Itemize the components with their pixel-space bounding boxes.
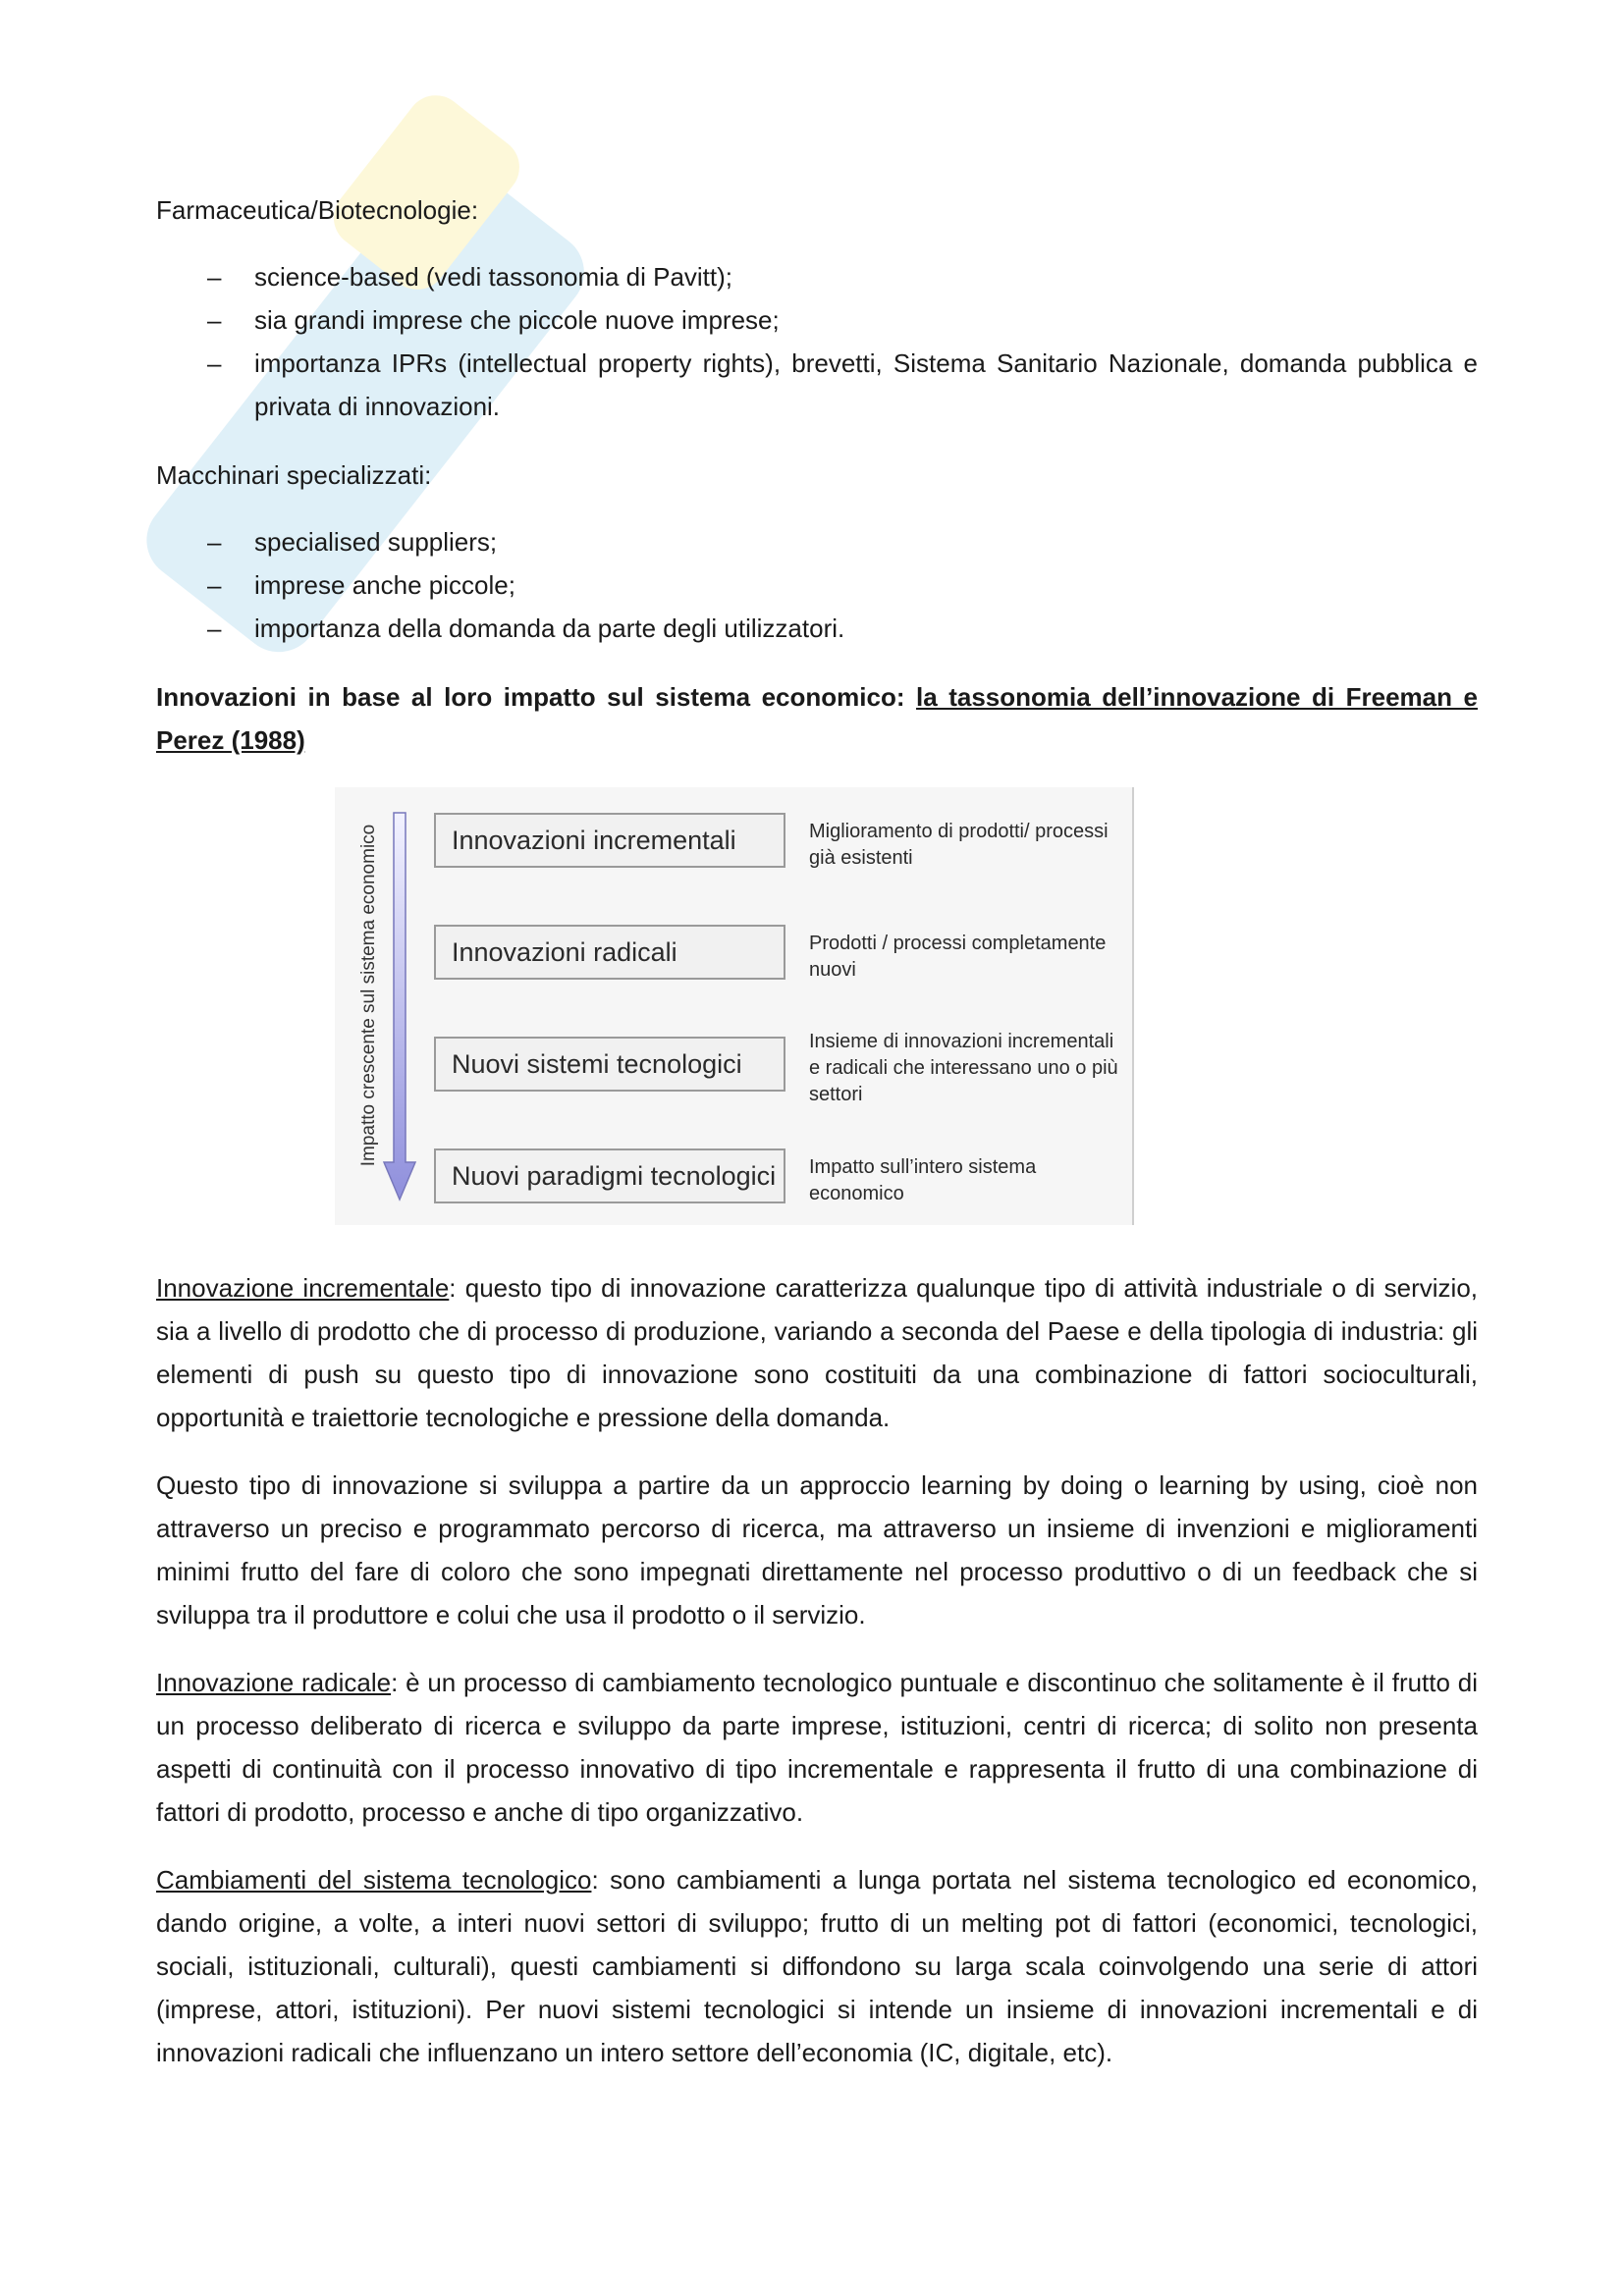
list-item: – importanza della domanda da parte degli utilizzatori.: [156, 607, 1478, 650]
dash-bullet: –: [207, 348, 222, 378]
term-innovazione-radicale: Innovazione radicale: [156, 1668, 392, 1697]
heading-underlined-title: la tassonomia dell’innovazione di Freeman e Perez (1988): [156, 682, 1478, 755]
dash-bullet: –: [207, 305, 222, 335]
term-innovazione-incrementale: Innovazione incrementale: [156, 1273, 450, 1303]
list-item: – sia grandi imprese che piccole nuove imprese;: [156, 298, 1478, 342]
paragraph-radical: Innovazione radicale: è un processo di cambiamento tecnologico puntuale e discontinuo che solitamente è il frutto di un processo deliberato di ricerca e sviluppo da parte imprese, istituzioni, centri di ricerca; di solito non presenta aspetti di continuità con il processo innovativo di tipo incrementale e rappresenta il frutto di una combinazione di fattori di prodotto, processo e anche di tipo organizzativo.: [156, 1668, 1478, 1827]
desc-innovazioni-radicali: Prodotti / processi completamente nuovi: [809, 933, 1107, 981]
dash-bullet: –: [207, 614, 222, 643]
term-cambiamenti-sistema: Cambiamenti del sistema tecnologico: [156, 1865, 592, 1895]
dash-bullet: –: [207, 262, 222, 292]
box-innovazioni-incrementali: Innovazioni incrementali: [434, 813, 785, 868]
paragraph-learning: Questo tipo di innovazione si sviluppa a partire da un approccio learning by doing o learning by using, cioè non attraverso un preciso e programmato percorso di ricerca, ma attraverso un insieme di invenzioni e miglioramenti minimi frutto del fare di coloro che sono impegnati direttamente nel processo produttivo o di un feedback che si sviluppa tra il produttore e colui che usa il prodotto o il servizio.: [156, 1470, 1478, 1629]
paragraph-incremental: Innovazione incrementale: questo tipo di innovazione caratterizza qualunque tipo di attività industriale o di servizio, sia a livello di prodotto che di processo di produzione, variando a seconda del Paese e della tipologia di industria: gli elementi di push su questo tipo di innovazione sono costituiti da una combinazione di fattori socioculturali, opportunità e traiettorie tecnologiche e pressione della domanda.: [156, 1273, 1479, 1432]
box-nuovi-paradigmi-tecnologici: Nuovi paradigmi tecnologici: [434, 1148, 785, 1203]
page-content: [156, 188, 1478, 2099]
section-title-pharma: Farmaceutica/Biotecnologie:: [156, 195, 479, 225]
list-item: – specialised suppliers;: [156, 520, 1478, 563]
machinery-bullet-list: [156, 520, 1478, 650]
pharma-bullet-list: [156, 255, 1478, 428]
desc-innovazioni-incrementali: Miglioramento di prodotti/ processi già esistenti: [809, 821, 1109, 869]
desc-nuovi-paradigmi-tecnologici: Impatto sull’intero sistema economico: [809, 1156, 1037, 1204]
paragraph-tech-system: Cambiamenti del sistema tecnologico: sono cambiamenti a lunga portata nel sistema tecnologico ed economico, dando origine, a volte, a interi nuovi settori di sviluppo; frutto di un melting pot di fattori (economici, tecnologici, sociali, istituzionali, culturali), questi cambiamenti si diffondono su larga scala coinvolgendo una serie di attori (imprese, attori, istituzioni). Per nuovi sistemi tecnologici si intende un insieme di innovazioni incrementali e di innovazioni radicali che influenzano un intero settore dell’economia (IC, digitale, etc).: [156, 1865, 1478, 2067]
freeman-perez-heading: Innovazioni in base al loro impatto sul sistema economico: la tassonomia dell’innovazione di Freeman e Perez (1988): [156, 682, 1478, 755]
section-title-machinery: Macchinari specializzati:: [156, 460, 432, 490]
box-nuovi-sistemi-tecnologici: Nuovi sistemi tecnologici: [434, 1037, 785, 1092]
dash-bullet: –: [207, 527, 222, 557]
taxonomy-diagram: [335, 787, 1134, 1225]
list-item: – importanza IPRs (intellectual property rights), brevetti, Sistema Sanitario Nazionale, domanda pubblica e privata di innovazioni.: [156, 342, 1478, 428]
list-item: – imprese anche piccole;: [156, 563, 1478, 607]
box-innovazioni-radicali: Innovazioni radicali: [434, 925, 785, 980]
axis-label: Impatto crescente sul sistema economico: [358, 824, 379, 1167]
list-item: – science-based (vedi tassonomia di Pavitt);: [156, 255, 1478, 298]
desc-nuovi-sistemi-tecnologici: Insieme di innovazioni incrementali e radicali che interessano uno o più settori: [809, 1031, 1118, 1105]
dash-bullet: –: [207, 570, 222, 600]
